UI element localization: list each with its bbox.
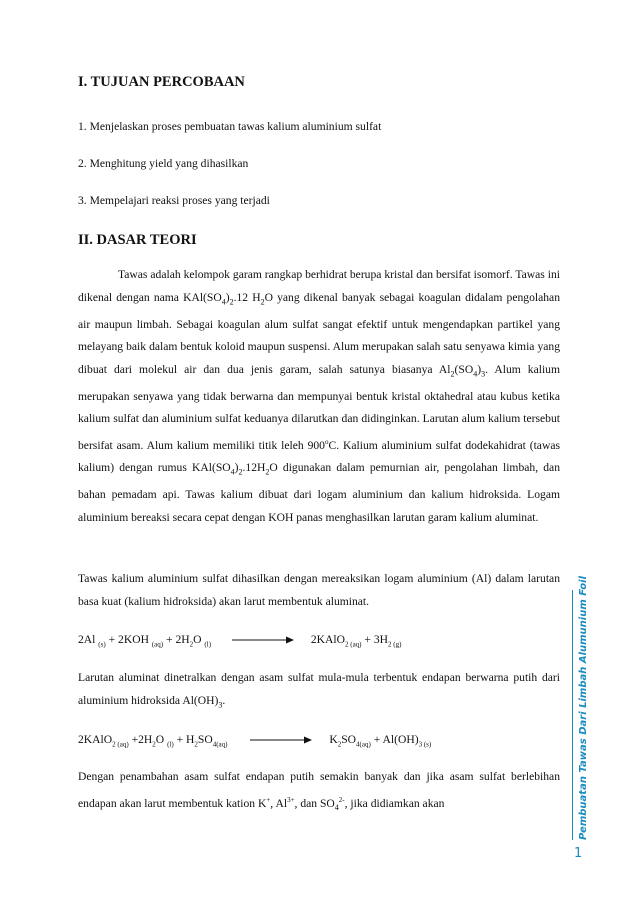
paragraph-kation: Dengan penambahan asam sulfat endapan putih semakin banyak dan jika asam sulfat berlebihan endapan akan larut membentuk kation K+, $Al^{3+}$, dan $SO_4^{2-}$, jika didiamkan akan (78, 770, 560, 812)
page-number: 1 (574, 846, 583, 861)
paragraph-netralisasi: Larutan aluminat dinetralkan dengan asam sulfat mula-mula terbentuk endapan berwarna putih dari aluminium hidroksida $Al(OH)_3$. (78, 671, 560, 709)
section-heading-dasar-teori: II. DASAR TEORI (78, 232, 197, 248)
list-item: 1. Menjelaskan proses pembuatan tawas kalium aluminium sulfat (78, 120, 382, 133)
running-title-text: Pembuatan Tawas Dari Limbah Alumunium Foil (578, 575, 589, 840)
reaction-equation-1: 2Al $_{(s)}$ + 2KOH $_{(aq)} + 2H_2O$ $_{(l)}$ 2KAlO$_{2 (aq)}$ + $3H_{2 (g)}$ (78, 633, 402, 649)
list-item: 3. Mempelajari reaksi proses yang terjadi (78, 194, 270, 207)
section-heading-tujuan: I. TUJUAN PERCOBAAN (78, 74, 245, 90)
reaction-arrow-icon (250, 735, 312, 745)
reaction-arrow-icon (232, 635, 294, 645)
list-item: 2. Menghitung yield yang dihasilkan (78, 157, 249, 170)
sidebar-divider (572, 590, 573, 840)
paragraph-aluminat: Tawas kalium aluminium sulfat dihasilkan dengan mereaksikan logam aluminium (Al) dalam larutan basa kuat (kalium hidroksida) akan larut membentuk aluminat. (78, 572, 560, 608)
reaction-equation-2: 2KAlO$_{2 (aq)}$ $+2H_2O$ $_{(l)} + H_2SO_{4(aq)}$ $K_2SO_{4(aq)} + Al(OH)_{3 (s)}$ (78, 733, 432, 749)
paragraph-dasar-teori: Tawas adalah kelompok garam rangkap berhidrat berupa kristal dan bersifat isomorf. Tawas ini dikenal dengan nama $KAl(SO_4)_2.12$ $H_2O$ yang dikenal banyak sebagai koagulan didalam pengolahan air maupun limbah. Sebagai koagulan alum sulfat sangat efektif untuk mengendapkan partikel yang melayang baik dalam bentuk koloid maupun suspensi. Alum merupakan salah satu senyawa kimia yang dibuat dari molekul air dan dua jenis garam, salah satunya biasanya $Al_2(SO_4)_3$. Alum kalium merupakan senyawa yang tidak berwarna dan mempunyai bentuk kristal oktahedral atau kubus ketika kalium sulfat dan aluminium sulfat keduanya dilarutkan dan didinginkan. Larutan alum kalium tersebut bersifat asam. Alum kalium memiliki titik leleh 900$^o$C. Kalium aluminium sulfat dodekahidrat (tawas kalium) dengan rumus $KAl(SO_4)_2.12H_2O$ digunakan dalam pemurnian air, pengolahan limbah, dan bahan pemadam api. Tawas kalium dibuat dari logam aluminium dan kalium hidroksida. Logam aluminium bereaksi secara cepat dengan KOH panas menghasilkan larutan garam kalium aluminat. (78, 268, 560, 524)
